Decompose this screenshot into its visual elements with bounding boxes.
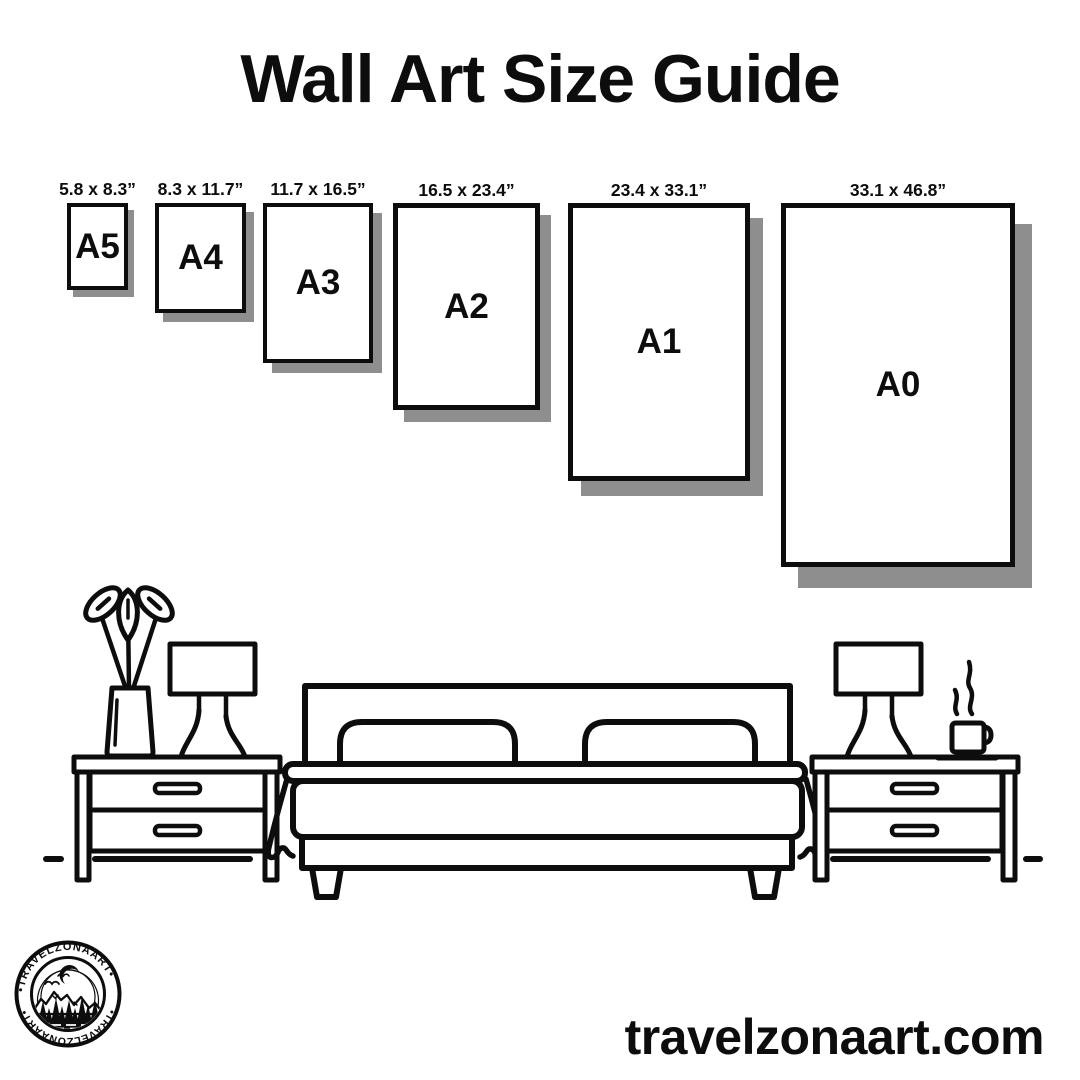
plant-icon (80, 582, 178, 756)
size-box-a1 (568, 180, 750, 481)
size-dimensions-a5: 5.8 x 8.3” (59, 179, 136, 199)
size-dimensions-a1: 23.4 x 33.1” (610, 180, 708, 200)
steam-icon (955, 662, 972, 714)
bed-base (302, 837, 792, 868)
size-name-a4: A4 (178, 238, 223, 277)
size-name-a5: A5 (75, 226, 120, 266)
coffee-cup-icon (938, 662, 996, 758)
bed-icon (268, 686, 825, 897)
bedroom-illustration (0, 575, 1080, 910)
bed-foot (750, 868, 779, 897)
logo-arc-text-bottom: •TRAVELZONAART• (18, 1007, 118, 1048)
table-lamp-right-icon (836, 644, 921, 757)
bed-foot (312, 868, 341, 897)
logo-arc-text-top: •TRAVELZONAART• (15, 940, 118, 993)
size-box-a5 (59, 179, 136, 290)
page-title: Wall Art Size Guide (240, 41, 840, 117)
brand-logo-badge (12, 938, 124, 1050)
drawer-handle (155, 784, 200, 793)
drawer-handle (892, 826, 937, 835)
drawer-handle (155, 826, 200, 835)
size-name-a2: A2 (444, 286, 489, 326)
birds-icon (45, 974, 69, 984)
size-box-a0 (781, 180, 1015, 567)
size-dimensions-a0: 33.1 x 46.8” (849, 180, 947, 200)
size-dimensions-a3: 11.7 x 16.5” (270, 179, 366, 199)
cup-body (952, 723, 984, 752)
size-box-a4 (155, 179, 246, 313)
duvet-front (293, 781, 802, 837)
table-lamp-left-icon (170, 644, 255, 757)
size-dimensions-a2: 16.5 x 23.4” (418, 180, 515, 200)
website-text: travelzonaart.com (624, 1009, 1044, 1065)
size-name-a0: A0 (875, 365, 921, 404)
size-box-a2 (393, 180, 540, 410)
size-box-a3 (263, 179, 373, 363)
size-name-a3: A3 (295, 263, 341, 302)
size-dimensions-a4: 8.3 x 11.7” (157, 179, 244, 199)
drawer-handle (892, 784, 937, 793)
logo-mountain-scene (28, 965, 108, 1034)
size-name-a1: A1 (636, 322, 682, 361)
